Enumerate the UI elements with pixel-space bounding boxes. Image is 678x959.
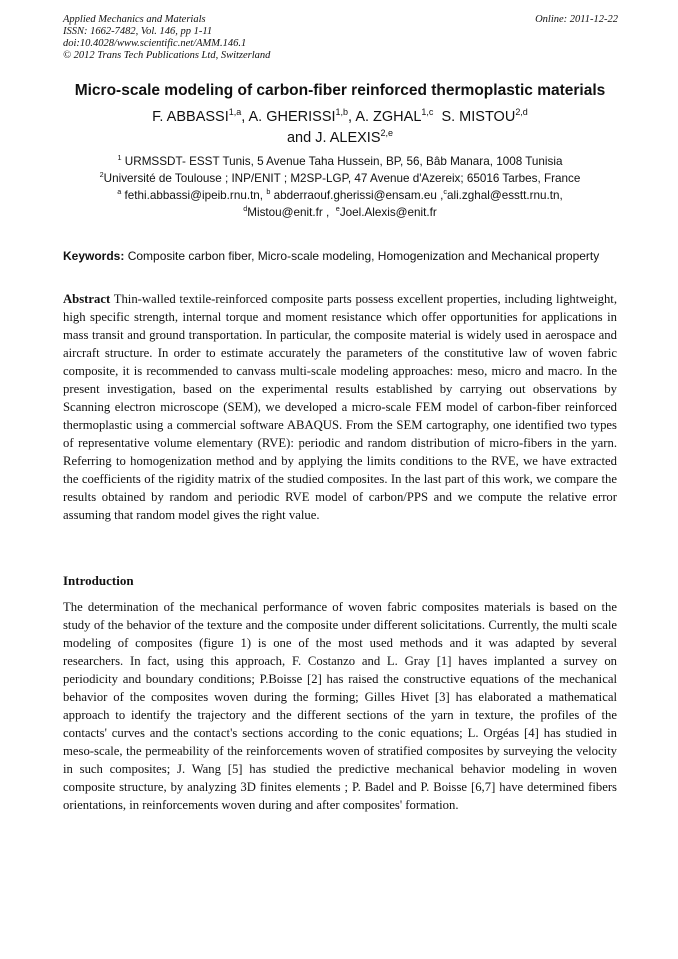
author-name: S. MISTOU	[441, 109, 516, 125]
abstract-label: Abstract	[63, 292, 111, 306]
author-line-1: F. ABBASSI$^{1,a}$, A. GHERISSI$^{1,b}$, A. ZGHAL$^{1,c}$ S. MISTOU$^{2,d}$	[152, 107, 528, 125]
abstract	[63, 290, 617, 524]
keywords-label: Keywords:	[63, 249, 125, 263]
author-line-2: and J. ALEXIS$^{2,e}$	[286, 128, 394, 146]
author-sup: 1,c	[421, 107, 434, 118]
introduction-heading: Introduction	[63, 573, 134, 588]
journal-name: Applied Mechanics and Materials	[63, 14, 206, 25]
author-sup: 2,d	[515, 107, 528, 118]
author-name: A. GHERISSI	[248, 109, 336, 125]
author-sup: 2,e	[380, 128, 394, 139]
journal-header	[63, 14, 618, 62]
keywords-text: Composite carbon fiber, Micro-scale modeling, Homogenization and Mechanical property	[124, 249, 600, 263]
author-name: F. ABBASSI	[152, 109, 229, 125]
copyright-line: © 2012 Trans Tech Publications Ltd, Switzerland	[63, 50, 271, 61]
author-sup: 1,a	[228, 107, 242, 118]
email-address: Joel.Alexis@enit.fr	[339, 206, 437, 219]
affiliation-2: $^2$Université de Toulouse ; INP/ENIT ; M2SP-LGP, 47 Avenue d'Azereix; 65016 Tarbes, France	[99, 170, 581, 185]
email-line-2: $^d$Mistou@enit.fr , $^e$Joel.Alexis@enit.fr	[243, 204, 437, 219]
paper-title: Micro-scale modeling of carbon-fiber reinforced thermoplastic materials	[74, 82, 606, 99]
affiliation-1: $^1$ URMSSDT- ESST Tunis, 5 Avenue Taha Hussein, BP, 56, Bâb Manara, 1008 Tunisia	[117, 153, 563, 168]
keywords	[63, 248, 617, 266]
author-name: J. ALEXIS	[315, 130, 381, 146]
email-line-1: $^a$ fethi.abbassi@ipeib.rnu.tn, $^b$ abderraouf.gherissi@ensam.eu ,$^c$ali.zghal@esstt.rnu.tn,	[117, 187, 563, 202]
email-address: Mistou@enit.fr ,	[247, 206, 336, 219]
issn-line: ISSN: 1662-7482, Vol. 146, pp 1-11	[63, 26, 213, 37]
author-name: A. ZGHAL	[355, 109, 422, 125]
email-address: ali.zghal@esstt.rnu.tn,	[446, 189, 563, 202]
email-address: fethi.abbassi@ipeib.rnu.tn,	[121, 189, 267, 202]
author-sup: 1,b	[335, 107, 349, 118]
email-address: abderraouf.gherissi@ensam.eu ,	[270, 189, 444, 202]
introduction-paragraph: The determination of the mechanical performance of woven fabric composites materials is based on the study of the behavior of the texture and the composite under different solicitations. Currently, the multi scale modeling of composites (figure 1) is one of the most used methods and it was adapted by several researchers. In fact, using this approach, F. Costanzo and L. Gray [1] haves implanted a survey on periodicity and boundary conditions; P.Boisse [2] has raised the constructive equations of the mechanical behavior of the composites woven during the forming; Gilles Hivet [3] has elaborated a mathematical approach to identify the trajectory and the different sections of the yarn in texture, the profiles of the contacts' curves and the contact's sections according to the conic equations; L. Orgéas [4] has studied in meso-scale, the permeability of the reinforcements woven of stratified composites by surveying the velocity in such composites; J. Wang [5] has studied the predictive mechanical behavior modeling in woven composite structure, by analyzing 3D finites elements ; P. Badel and P. Boisse [6,7] have determined fibers orientations, in reinforcements woven during and after composites' formation.	[63, 600, 617, 812]
doi-line: doi:10.4028/www.scientific.net/AMM.146.1	[63, 38, 247, 49]
author-list	[40, 107, 640, 149]
abstract-text: Thin-walled textile-reinforced composite parts possess excellent properties, including lightweight, high specific strength, internal torque and moment resistance which offer opportunities for applications in mass transit and ground transportation. In particular, the composite material is widely used in aerospace and aircraft structure. In order to estimate accurately the parameters of the constitutive law of woven fabric composite, it is recommended to canvass multi-scale modeling approaches: meso, micro and macro. In the present investigation, based on the experimental results established by carrying out observations by Scanning electron microscope (SEM), we developed a micro-scale FEM model of carbon-fiber reinforced thermoplastic using a commercial software ABAQUS. From the SEM cartography, one identified two types of representative volume elementary (RVE): periodic and random distribution of micro-fibers in the yarn. Referring to homogenization method and by applying the limits conditions to the RVE, we have extracted the coefficients of the rigidity matrix of the studied composites. In the last part of this work, we compare the results obtained by random and periodic RVE model of carbon/PPS and we compute the relative error assuming that random model gives the right value.	[63, 292, 617, 522]
online-date: Online: 2011-12-22	[535, 14, 618, 25]
